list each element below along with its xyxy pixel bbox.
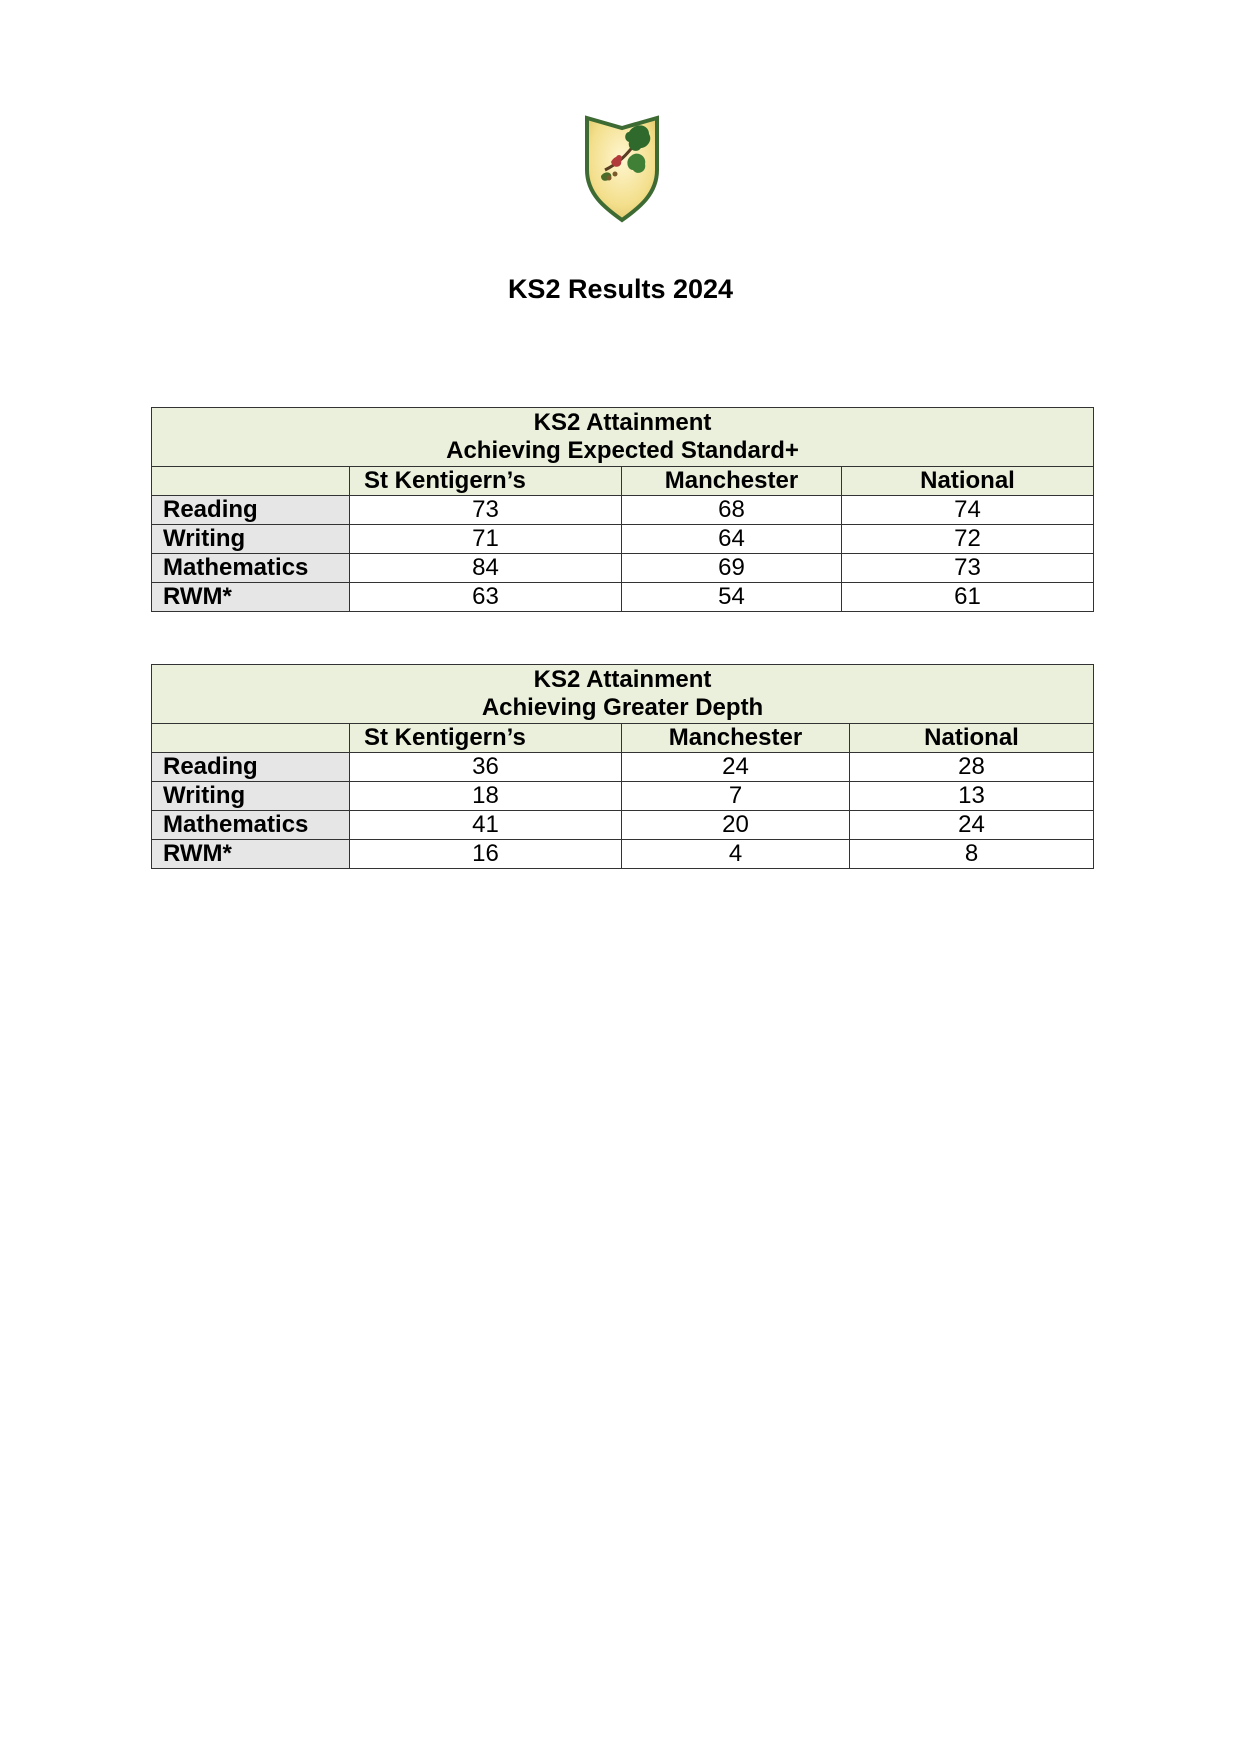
row-label: RWM*	[152, 840, 350, 869]
expected-standard-table	[151, 407, 1094, 612]
table-cell: 74	[842, 496, 1094, 525]
table-cell: 72	[842, 525, 1094, 554]
row-label: Mathematics	[152, 554, 350, 583]
table-row	[152, 554, 1094, 583]
table-heading-line2: Achieving Greater Depth	[481, 694, 764, 721]
table-cell: 63	[350, 583, 622, 612]
table-heading-line2: Achieving Expected Standard+	[446, 437, 799, 464]
table-cell: 24	[850, 811, 1094, 840]
table-cell: 36	[350, 753, 622, 782]
row-label: Mathematics	[152, 811, 350, 840]
table-cell: 69	[622, 554, 842, 583]
table-cell: 41	[350, 811, 622, 840]
table-row	[152, 583, 1094, 612]
table-row	[152, 782, 1094, 811]
table-heading-row	[152, 665, 1094, 724]
blank-header-cell	[152, 724, 350, 753]
row-label: Reading	[152, 753, 350, 782]
blank-header-cell	[152, 467, 350, 496]
row-label: Reading	[152, 496, 350, 525]
table-cell: 4	[622, 840, 850, 869]
table-cell: 64	[622, 525, 842, 554]
table-cell: 84	[350, 554, 622, 583]
column-header: Manchester	[622, 467, 842, 496]
greater-depth-table	[151, 664, 1094, 869]
table-cell: 8	[850, 840, 1094, 869]
table-heading-line1: KS2 Attainment	[533, 666, 712, 693]
table-row	[152, 525, 1094, 554]
table-cell: 18	[350, 782, 622, 811]
column-header: St Kentigern’s	[350, 724, 622, 753]
table-cell: 13	[850, 782, 1094, 811]
table-cell: 73	[350, 496, 622, 525]
row-label: Writing	[152, 782, 350, 811]
row-label: RWM*	[152, 583, 350, 612]
page-title: KS2 Results 2024	[507, 274, 734, 304]
table-cell: 68	[622, 496, 842, 525]
table-row	[152, 753, 1094, 782]
column-header: National	[850, 724, 1094, 753]
column-header: National	[842, 467, 1094, 496]
table-cell: 24	[622, 753, 850, 782]
table-cell: 20	[622, 811, 850, 840]
row-label: Writing	[152, 525, 350, 554]
table-row	[152, 840, 1094, 869]
column-header: Manchester	[622, 724, 850, 753]
table-cell: 7	[622, 782, 850, 811]
table-cell: 28	[850, 753, 1094, 782]
table-cell: 61	[842, 583, 1094, 612]
table-cell: 73	[842, 554, 1094, 583]
table-heading-line1: KS2 Attainment	[533, 409, 712, 436]
school-crest-icon	[583, 112, 661, 224]
table-heading	[152, 665, 1094, 724]
column-header-row	[152, 467, 1094, 496]
table-heading-row	[152, 408, 1094, 467]
table-heading	[152, 408, 1094, 467]
table-cell: 16	[350, 840, 622, 869]
column-header-row	[152, 724, 1094, 753]
table-row	[152, 496, 1094, 525]
table-cell: 54	[622, 583, 842, 612]
table-cell: 71	[350, 525, 622, 554]
table-row	[152, 811, 1094, 840]
column-header: St Kentigern’s	[350, 467, 622, 496]
